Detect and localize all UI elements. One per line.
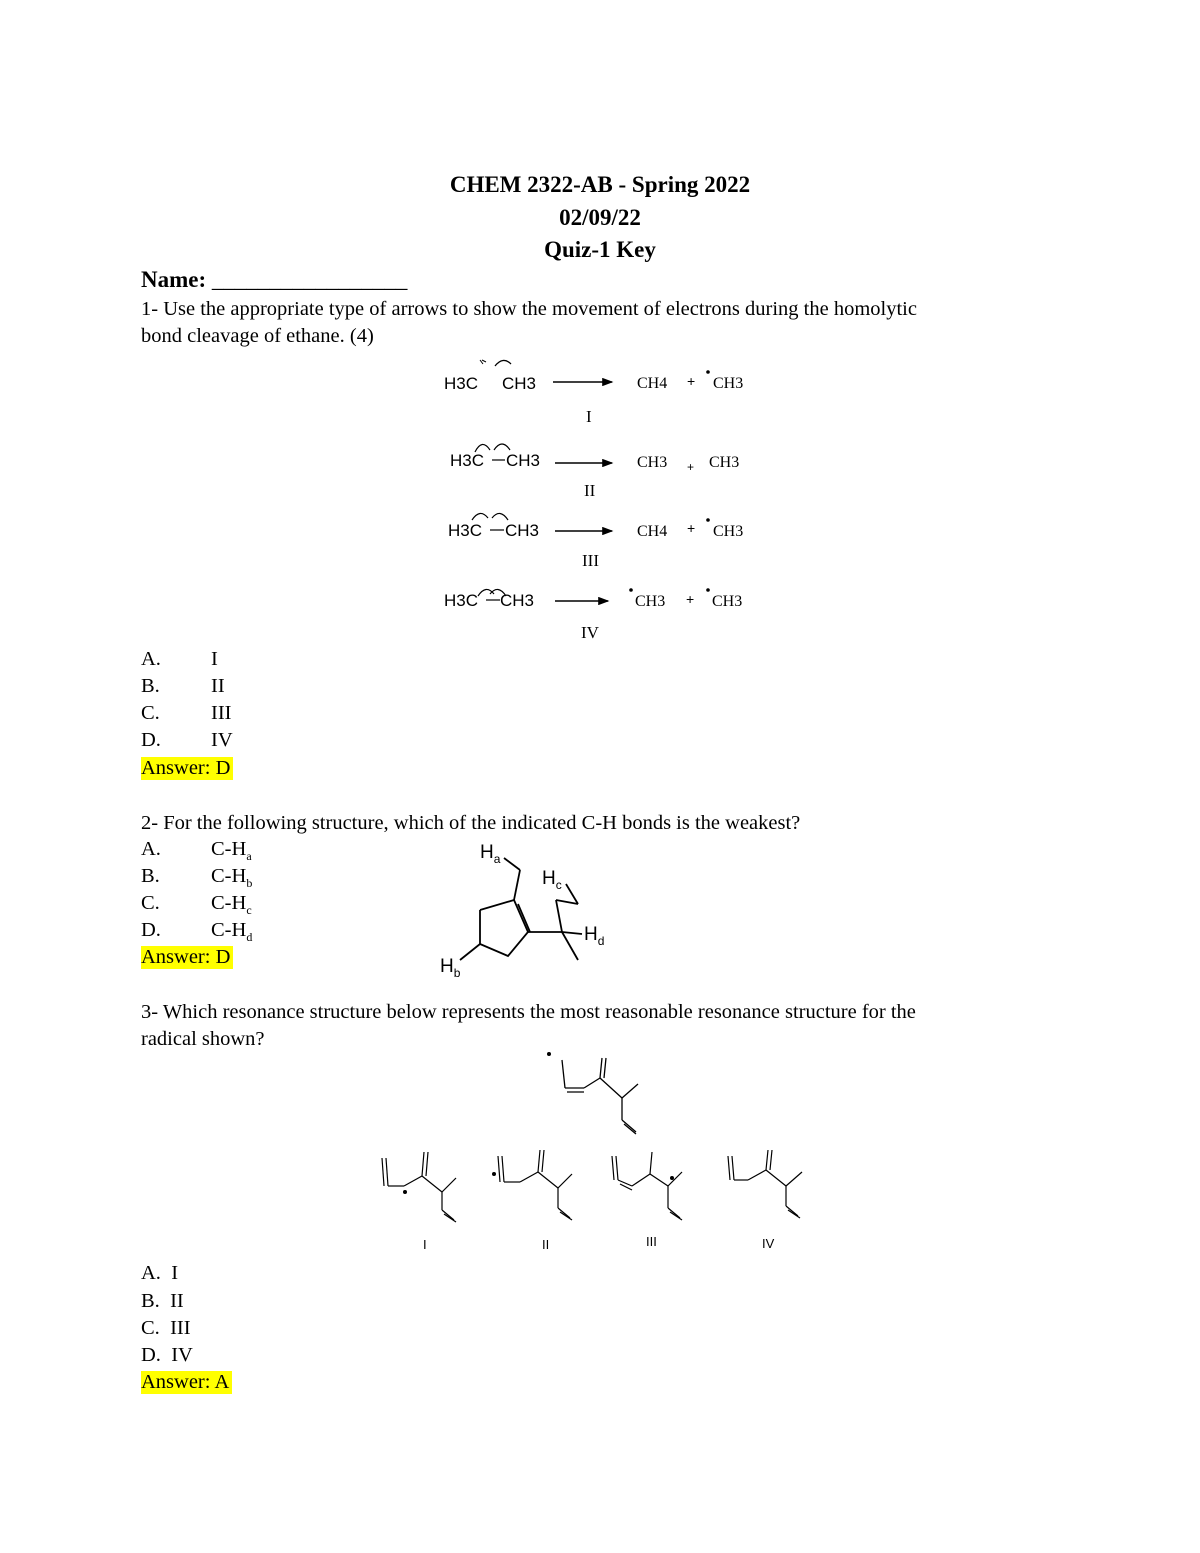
reaction-label: I — [586, 407, 592, 426]
reactant-left: H3C — [444, 374, 479, 393]
structure-II — [498, 1150, 572, 1220]
q3-option-d: D. IV — [141, 1344, 193, 1366]
q3-text — [141, 999, 1071, 1053]
structure-label-III: III — [646, 1234, 657, 1249]
reactant-right: CH3 — [502, 374, 537, 393]
q3-answer: Answer: A — [141, 1371, 232, 1394]
fishhook-arrow-icon — [472, 513, 488, 520]
q2-option-d: D. $C-H_d$ — [141, 919, 253, 945]
reactant-right: CH3 — [500, 591, 535, 610]
quiz-date: 02/09/22 — [559, 205, 641, 230]
q1-option-c: C. III — [141, 702, 232, 724]
structure-IV — [728, 1150, 802, 1218]
structure-label-II: II — [542, 1237, 550, 1252]
reactant-left: H3C — [444, 591, 479, 610]
q2-option-b: B. $C-H_b$ — [141, 865, 253, 891]
name-field — [141, 267, 407, 293]
radical-dot — [706, 518, 710, 522]
q2-option-c: C. $C-H_c$ — [141, 892, 252, 918]
label-hd: $H_d$ — [584, 924, 605, 948]
reaction-label: IV — [581, 623, 599, 642]
q3-text-line2: radical shown? — [141, 1028, 265, 1050]
q3-option-c: C. III — [141, 1317, 191, 1339]
plus-sign: + — [687, 520, 696, 536]
radical-dot — [403, 1190, 407, 1194]
quiz-title: Quiz-1 Key — [544, 237, 656, 262]
radical-dot — [492, 1172, 496, 1176]
q1-text-line2: bond cleavage of ethane. (4) — [141, 325, 374, 347]
q3-text-line1: 3- Which resonance structure below represents the most reasonable resonance structure for the — [141, 1001, 916, 1023]
structure-I — [382, 1152, 456, 1222]
reaction-II — [450, 444, 739, 500]
structure-label-IV: IV — [762, 1236, 775, 1251]
reaction-IV — [444, 588, 742, 642]
fishhook-arrow-icon — [492, 513, 508, 520]
reactant-right: CH3 — [506, 451, 541, 470]
fishhook-arrow-icon — [495, 360, 511, 366]
q3-radical-structure — [540, 1046, 650, 1136]
reactant-left: H3C — [450, 451, 485, 470]
reaction-I — [444, 360, 743, 426]
name-label: Name: — [141, 267, 207, 292]
radical-dot — [706, 370, 710, 374]
q2-text: 2- For the following structure, which of the indicated C-H bonds is the weakest? — [141, 812, 801, 834]
label-ha: $H_a$ — [480, 842, 501, 866]
plus-sign: + — [687, 460, 695, 474]
reactant-right: CH3 — [505, 521, 540, 540]
plus-sign: + — [686, 591, 695, 607]
course-title: CHEM 2322-AB - Spring 2022 — [449, 172, 751, 197]
radical-dot — [629, 588, 633, 592]
q2-answer: Answer: D — [141, 946, 233, 969]
structure-label-I: I — [423, 1237, 427, 1252]
product-2: CH3 — [713, 523, 744, 540]
product-1: CH4 — [637, 375, 668, 392]
q3-resonance-structures — [370, 1146, 820, 1256]
q3-option-a: A. I — [141, 1262, 179, 1284]
reactant-left: H3C — [448, 521, 483, 540]
label-hb: $H_b$ — [440, 956, 461, 980]
product-2: CH3 — [712, 593, 743, 610]
name-blank: _________________ — [211, 267, 408, 292]
reaction-III — [448, 513, 743, 570]
q1-text-line1: 1- Use the appropriate type of arrows to show the movement of electrons during the homolytic — [141, 298, 917, 320]
q1-option-a: A. I — [141, 648, 218, 670]
q1-reaction-scheme — [420, 348, 780, 648]
product-1: CH3 — [637, 454, 668, 471]
q1-option-d: D. IV — [141, 729, 233, 751]
product-2: CH3 — [713, 375, 744, 392]
product-2: CH3 — [709, 454, 740, 471]
product-1: CH3 — [635, 593, 666, 610]
q1-answer: Answer: D — [141, 757, 233, 780]
radical-dot — [706, 588, 710, 592]
fishhook-arrow-icon — [494, 444, 510, 450]
q3-option-b: B. II — [141, 1290, 184, 1312]
radical-dot — [547, 1052, 551, 1056]
q2-molecule-structure — [430, 838, 630, 988]
label-hc: $H_c$ — [542, 868, 562, 892]
plus-sign: + — [687, 373, 696, 389]
q2-option-a: A. $C-H_a$ — [141, 838, 252, 864]
reaction-label: II — [584, 481, 596, 500]
q1-option-b: B. II — [141, 675, 225, 697]
product-1: CH4 — [637, 523, 668, 540]
q1-text — [141, 296, 1071, 350]
structure-III — [612, 1152, 682, 1220]
radical-dot — [670, 1176, 674, 1180]
reaction-label: III — [582, 551, 599, 570]
